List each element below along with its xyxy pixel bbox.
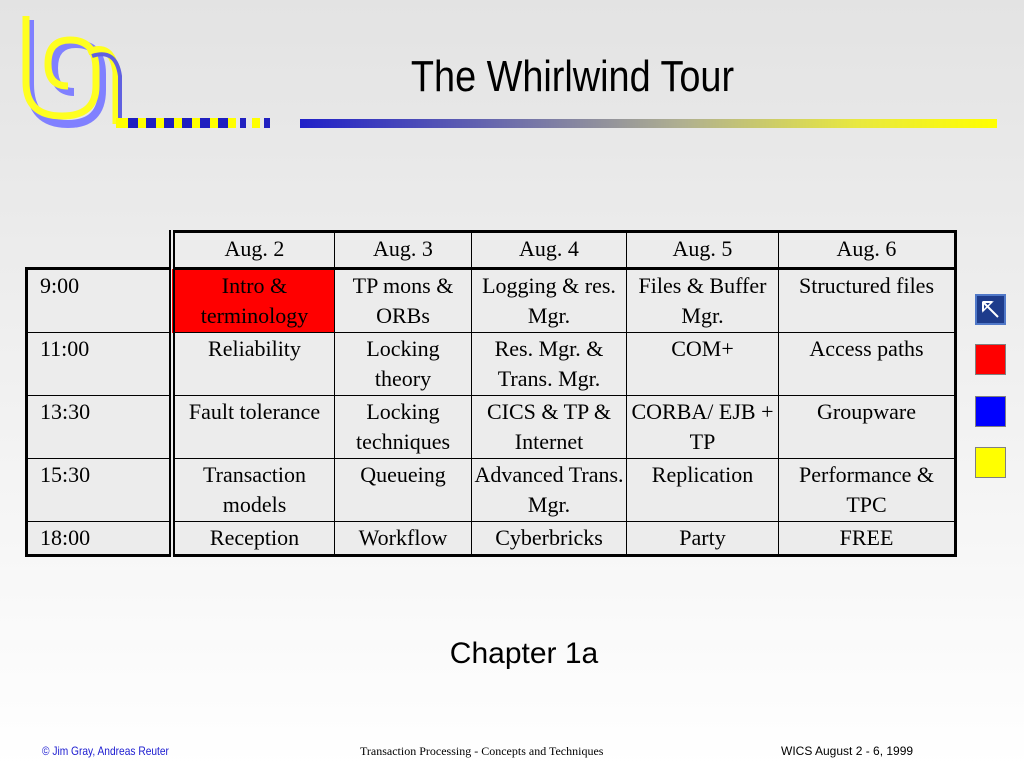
- title-underline-bar: [300, 119, 997, 128]
- header-corner: [27, 232, 173, 269]
- time-cell: 13:30: [27, 396, 173, 459]
- table-row: [27, 333, 956, 396]
- session-cell: Groupware: [779, 396, 956, 459]
- slide-title: The Whirlwind Tour: [410, 52, 735, 101]
- footer-course-title: Transaction Processing - Concepts and Techniques: [360, 744, 604, 758]
- session-cell-highlighted: Intro & terminology: [172, 269, 335, 333]
- session-cell: Cyberbricks: [472, 522, 627, 556]
- table-row: [27, 269, 956, 333]
- nav-blue-button[interactable]: [975, 396, 1006, 427]
- session-cell: Res. Mgr. & Trans. Mgr.: [472, 333, 627, 396]
- session-cell: Queueing: [335, 459, 472, 522]
- logo: [16, 12, 276, 132]
- session-cell: Reliability: [172, 333, 335, 396]
- session-cell: Files & Buffer Mgr.: [627, 269, 779, 333]
- header-day: Aug. 5: [627, 232, 779, 269]
- back-arrow-icon: [977, 296, 1004, 323]
- header-day: Aug. 6: [779, 232, 956, 269]
- session-cell: TP mons & ORBs: [335, 269, 472, 333]
- session-cell: COM+: [627, 333, 779, 396]
- session-cell: Fault tolerance: [172, 396, 335, 459]
- table-row: [27, 522, 956, 556]
- table-row: [27, 459, 956, 522]
- time-cell: 9:00: [27, 269, 173, 333]
- session-cell: Logging & res. Mgr.: [472, 269, 627, 333]
- session-cell: Replication: [627, 459, 779, 522]
- session-cell: FREE: [779, 522, 956, 556]
- schedule-table: [25, 230, 957, 557]
- session-cell: Performance & TPC: [779, 459, 956, 522]
- footer-event-date: WICS August 2 - 6, 1999: [781, 744, 914, 758]
- time-cell: 15:30: [27, 459, 173, 522]
- time-cell: 18:00: [27, 522, 173, 556]
- session-cell: Transaction models: [172, 459, 335, 522]
- session-cell: Locking techniques: [335, 396, 472, 459]
- nav-red-button[interactable]: [975, 344, 1006, 375]
- session-cell: Access paths: [779, 333, 956, 396]
- header-day: Aug. 4: [472, 232, 627, 269]
- session-cell: Locking theory: [335, 333, 472, 396]
- nav-yellow-button[interactable]: [975, 447, 1006, 478]
- footer-copyright: © Jim Gray, Andreas Reuter: [42, 744, 169, 758]
- nav-back-button[interactable]: [975, 294, 1006, 325]
- session-cell: Workflow: [335, 522, 472, 556]
- session-cell: CORBA/ EJB + TP: [627, 396, 779, 459]
- session-cell: Structured files: [779, 269, 956, 333]
- session-cell: CICS & TP & Internet: [472, 396, 627, 459]
- header-day: Aug. 2: [172, 232, 335, 269]
- header-day: Aug. 3: [335, 232, 472, 269]
- table-row: [27, 396, 956, 459]
- session-cell: Reception: [172, 522, 335, 556]
- table-header-row: [27, 232, 956, 269]
- chapter-label: Chapter 1a: [449, 637, 599, 670]
- session-cell: Advanced Trans. Mgr.: [472, 459, 627, 522]
- session-cell: Party: [627, 522, 779, 556]
- time-cell: 11:00: [27, 333, 173, 396]
